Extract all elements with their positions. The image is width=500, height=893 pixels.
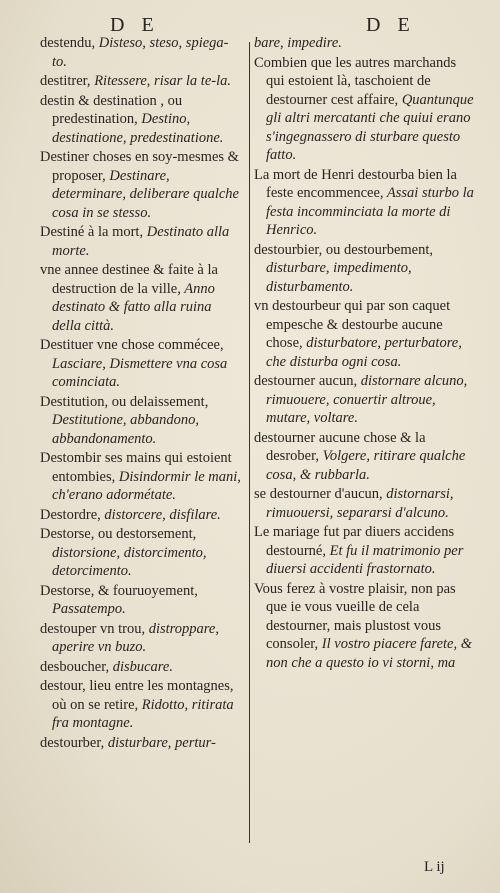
dictionary-entry: [40, 34, 242, 71]
italian-gloss: Assai sturbo la festa incomminciata la morte di Henrico.: [266, 185, 474, 238]
italian-gloss: Passatempo.: [52, 601, 126, 617]
italian-gloss: Destitutione, abbandono, abbandonamento.: [52, 412, 200, 447]
french-headword: Le mariage fut par diuers accidens destourné,: [254, 524, 455, 559]
italian-gloss: disbucare.: [109, 658, 173, 675]
right-column: [254, 34, 474, 673]
dictionary-entry: [40, 525, 242, 581]
dictionary-entry: [40, 734, 242, 753]
french-headword: Vous ferez à vostre plaisir, non pas que ie vous vueille de cela destourner, mais plustost vous consoler,: [254, 580, 456, 652]
italian-gloss: Il vostro piacere farete, & non che a questo io vi storni, ma: [266, 636, 472, 671]
italian-gloss: distornarsi, rimuouersi, separarsi d'alcuno.: [266, 486, 454, 521]
italian-gloss: distornare alcuno, rimuouere, conuertir altroue, mutare, voltare.: [266, 373, 468, 426]
dictionary-entry: [254, 485, 474, 522]
french-headword: destourner aucun,: [254, 373, 358, 389]
dictionary-entry: [254, 166, 474, 240]
french-headword: se destourner d'aucun,: [254, 486, 383, 502]
dictionary-entry: [40, 261, 242, 335]
dictionary-entry: [254, 580, 474, 673]
dictionary-entry: [40, 677, 242, 733]
dictionary-entry: [40, 92, 242, 148]
dictionary-entry: [40, 148, 242, 222]
french-headword: destin & destination , ou predestination,: [40, 92, 183, 127]
italian-gloss: Disteso, steso, spiega-to.: [52, 35, 229, 70]
french-headword: destourber,: [40, 734, 105, 751]
dictionary-entry: [40, 223, 242, 260]
dictionary-entry: [40, 449, 242, 505]
dictionary-entry: [254, 429, 474, 485]
french-headword: La mort de Henri destourba bien la feste encommencee,: [254, 166, 457, 201]
italian-gloss: Destinato alla morte.: [52, 224, 230, 259]
dictionary-entry: [254, 523, 474, 579]
french-headword: desboucher,: [40, 658, 110, 675]
french-headword: destouper vn trou,: [40, 620, 146, 637]
french-headword: Destordre,: [40, 506, 101, 523]
dictionary-entry: [254, 34, 474, 53]
french-headword: vn destourbeur qui par son caquet empesche & destourbe aucune chose,: [254, 298, 451, 351]
dictionary-entry: [40, 658, 242, 677]
left-column: [40, 34, 242, 753]
french-headword: destourbier, ou destourbement,: [254, 241, 434, 258]
dictionary-entry: [254, 372, 474, 428]
italian-gloss: Ridotto, ritirata fra montagne.: [52, 696, 234, 731]
italian-gloss: Ritessere, risar la te-la.: [90, 73, 231, 89]
italian-gloss: Quantunque gli altri mercatanti che quiui erano s'ingegnassero di sturbare questo fatto.: [266, 91, 474, 163]
italian-gloss: Lasciare, Dismettere vna cosa cominciata.: [52, 355, 228, 390]
italian-gloss: disturbare, pertur-: [104, 734, 216, 751]
column-divider: [249, 42, 250, 843]
dictionary-entry: [254, 297, 474, 371]
dictionary-entry: [40, 582, 242, 619]
french-headword: Destituer vne chose commécee,: [40, 337, 224, 353]
dictionary-entry: [40, 506, 242, 525]
dictionary-entry: [254, 54, 474, 165]
italian-gloss: bare, impedire.: [254, 35, 342, 51]
french-headword: Destiné à la mort,: [40, 224, 144, 240]
italian-gloss: distroppare, aperire vn buzo.: [52, 620, 219, 655]
french-headword: Destorse, & fouruoyement,: [40, 582, 198, 599]
french-headword: Combien que les autres marchands qui estoient là, taschoient de destourner cest affaire,: [254, 54, 457, 108]
dictionary-entry: [254, 241, 474, 297]
italian-gloss: disturbatore, perturbatore, che disturba ogni cosa.: [266, 335, 462, 370]
running-head-left: D E: [110, 14, 160, 36]
french-headword: destourner aucune chose & la desrober,: [254, 429, 426, 464]
italian-gloss: Destino, destinatione, predestinatione.: [52, 111, 224, 146]
french-headword: destitrer,: [40, 73, 91, 89]
dictionary-entry: [40, 72, 242, 91]
italian-gloss: disturbare, impedimento, disturbamento.: [266, 260, 412, 295]
running-head-right: D E: [366, 14, 416, 36]
dictionary-entry: [40, 393, 242, 449]
french-headword: Destorse, ou destorsement,: [40, 526, 197, 542]
dictionary-entry: [40, 336, 242, 392]
italian-gloss: Anno destinato & fatto alla ruina della città.: [52, 280, 215, 334]
italian-gloss: Volgere, ritirare qualche cosa, & rubbarla.: [266, 448, 466, 483]
french-headword: destour, lieu entre les montagnes, où on se retire,: [40, 678, 234, 713]
italian-gloss: Disindormir le mani, ch'erano adormétate.: [52, 468, 241, 503]
french-headword: Destitution, ou delaissement,: [40, 393, 209, 410]
signature-mark: L ij: [424, 859, 445, 875]
italian-gloss: distorcere, disfilare.: [100, 506, 221, 523]
french-headword: destendu,: [40, 35, 96, 51]
dictionary-entry: [40, 620, 242, 657]
running-head: [0, 14, 500, 36]
french-headword: Destiner choses en soy-mesmes & proposer,: [40, 149, 239, 184]
page-footer: [0, 859, 500, 883]
french-headword: vne annee destinee & faite à la destruction de la ville,: [40, 262, 218, 297]
italian-gloss: distorsione, distorcimento, detorcimento.: [52, 544, 207, 579]
italian-gloss: Destinare, determinare, deliberare qualche cosa in se stesso.: [52, 167, 239, 221]
french-headword: Destombir ses mains qui estoient entombies,: [40, 450, 232, 485]
italian-gloss: Et fu il matrimonio per diuersi accidenti frastornato.: [266, 542, 464, 577]
